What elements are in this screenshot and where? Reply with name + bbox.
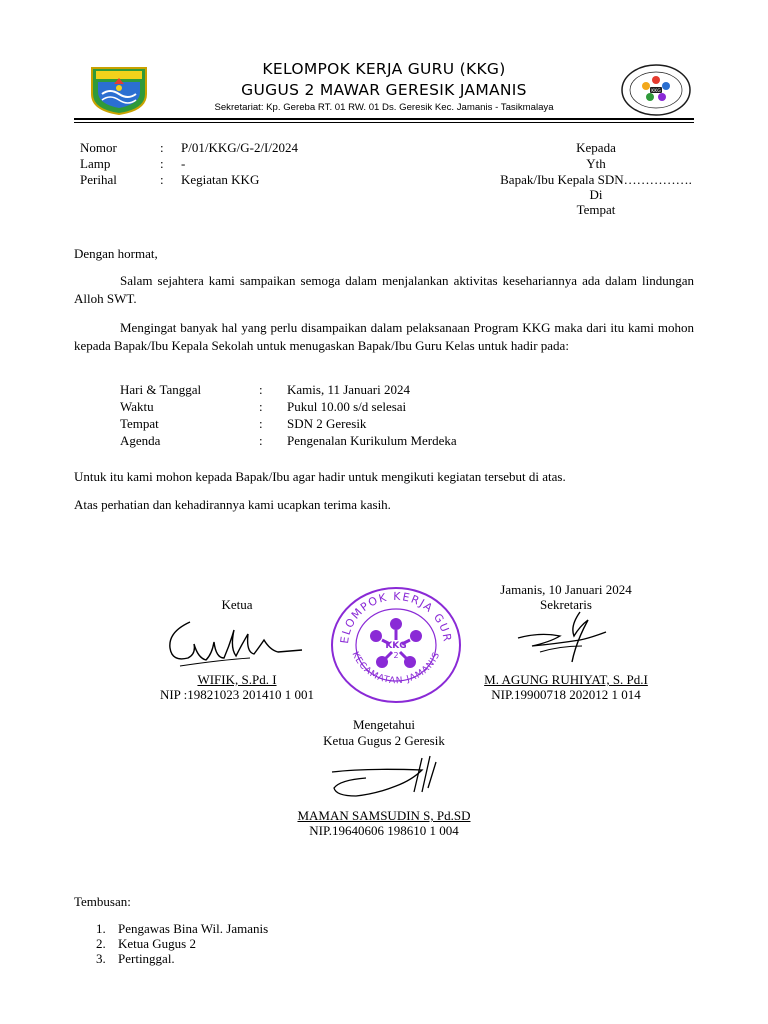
gugus-signature [326,752,446,806]
list-item-number: 3. [96,951,106,966]
paragraph-2: Mengingat banyak hal yang perlu disampaikan dalam pelaksanaan Program KKG maka dari itu kami mohon kepada Bapak/Ibu Kepala Sekolah untuk menugaskan Bapak/Ibu Guru Kelas untuk hadir pada: [74,320,694,353]
header-rule-thick [74,118,694,120]
paragraph-3: Untuk itu kami mohon kepada Bapak/Ibu agar hadir untuk mengikuti kegiatan tersebut di atas. [74,469,566,484]
list-item-number: 2. [96,936,106,951]
meta-colon: : [160,156,164,171]
recipient-to: Bapak/Ibu Kepala SDN……………. [500,172,692,187]
gugus-nip: NIP.19640606 198610 1 004 [309,823,459,838]
header-line1: KELOMPOK KERJA GURU (KKG) [262,60,506,78]
meta-value: P/01/KKG/G-2/I/2024 [181,140,298,155]
ketua-signature [160,614,310,672]
detail-label: Agenda [120,433,161,448]
list-item-text: Ketua Gugus 2 [118,936,196,951]
paragraph-4: Atas perhatian dan kehadirannya kami ucapkan terima kasih. [74,497,391,512]
recipient-di: Di [589,187,603,202]
place-date: Jamanis, 10 Januari 2024 [500,582,632,597]
stamp-bottom-text: KECAMATAN JAMANIS [349,650,443,687]
detail-colon: : [259,399,263,414]
list-item-text: Pertinggal. [118,951,175,966]
detail-label: Waktu [120,399,154,414]
sekretaris-nip: NIP.19900718 202012 1 014 [491,687,641,702]
header-address: Sekretariat: Kp. Gereba RT. 01 RW. 01 Ds. Geresik Kec. Jamanis - Tasikmalaya [214,102,554,113]
gugus-name: MAMAN SAMSUDIN S, Pd.SD [297,808,471,823]
mengetahui-line2: Ketua Gugus 2 Geresik [323,733,445,748]
kkg-logo-center-text: KKG [651,89,661,94]
ketua-nip: NIP :19821023 201410 1 001 [159,687,315,702]
detail-colon: : [259,382,263,397]
detail-label: Hari & Tanggal [120,382,202,397]
greeting: Dengan hormat, [74,246,158,261]
list-item-number: 1. [96,921,106,936]
paragraph-1: Salam sejahtera kami sampaikan semoga dalam menjalankan aktivitas kesehariannya ada dalam lindungan Alloh SWT. [74,273,694,306]
stamp-center-num: 2 [393,651,399,660]
ketua-name: WIFIK, S.Pd. I [197,672,277,687]
detail-value: Pengenalan Kurikulum Merdeka [287,433,457,448]
detail-value: Kamis, 11 Januari 2024 [287,382,410,397]
stamp-top-text: ELOMPOK KERJA GUR [337,589,455,645]
mengetahui-line1: Mengetahui [352,717,416,732]
list-item-text: Pengawas Bina Wil. Jamanis [118,921,269,936]
ketua-role: Ketua [221,597,253,612]
meta-label: Nomor [80,140,117,155]
header-line2: GUGUS 2 MAWAR GERESIK JAMANIS [241,81,527,99]
meta-colon: : [160,172,164,187]
meta-label: Perihal [80,172,117,187]
detail-value: SDN 2 Geresik [287,416,367,431]
meta-value: - [181,156,186,171]
detail-value: Pukul 10.00 s/d selesai [287,399,407,414]
detail-label: Tempat [120,416,159,431]
sekretaris-role: Sekretaris [540,597,592,612]
recipient-yth: Yth [586,156,606,171]
meta-value: Kegiatan KKG [181,172,260,187]
stamp-center-text: KKG [385,641,407,651]
sekretaris-name: M. AGUNG RUHIYAT, S. Pd.I [484,672,648,687]
recipient-tempat: Tempat [576,202,616,217]
recipient-kepada: Kepada [576,140,616,155]
tembusan-title: Tembusan: [74,894,131,909]
detail-colon: : [259,433,263,448]
meta-colon: : [160,140,164,155]
sekretaris-signature [510,606,620,670]
kkg-stamp [330,586,462,704]
detail-colon: : [259,416,263,431]
header-rule-thin [74,122,694,123]
meta-label: Lamp [80,156,111,171]
